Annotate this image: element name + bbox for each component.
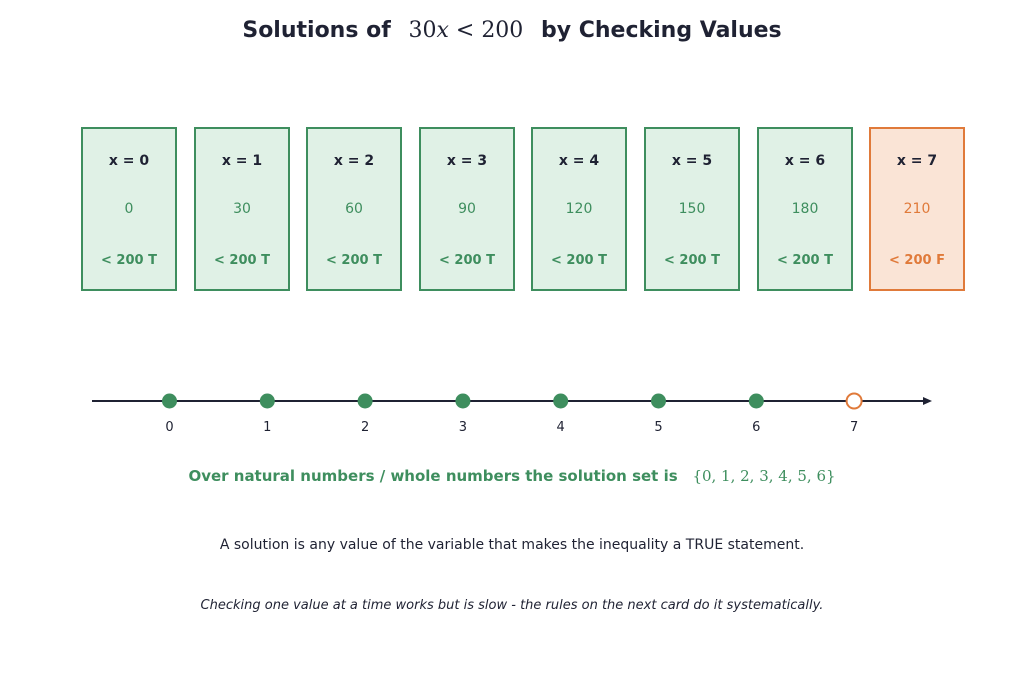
point-label: 0 xyxy=(165,420,174,435)
filled-point xyxy=(358,394,373,409)
point-label: 7 xyxy=(849,420,859,435)
value-card xyxy=(81,127,177,291)
point-label: 2 xyxy=(360,420,370,435)
card-x-label: x = 5 xyxy=(671,153,713,169)
title-suffix: by Checking Values xyxy=(540,18,782,43)
card-check: < 200 T xyxy=(326,253,382,268)
card-value: 60 xyxy=(345,201,363,217)
card-check: < 200 T xyxy=(101,253,157,268)
title-prefix: Solutions of xyxy=(242,18,391,43)
number-line xyxy=(0,380,1024,440)
card-check: < 200 T xyxy=(777,253,833,268)
method-note: Checking one value at a time works but is slow - the rules on the next card do it systematically. xyxy=(200,598,824,613)
card-value: 90 xyxy=(458,201,476,217)
definition-note: A solution is any value of the variable that makes the inequality a TRUE statement. xyxy=(219,537,805,553)
value-card xyxy=(531,127,627,291)
card-value: 180 xyxy=(791,201,819,217)
solution-set: {0, 1, 2, 3, 4, 5, 6} xyxy=(692,467,836,485)
value-cards xyxy=(81,127,966,291)
point-label: 1 xyxy=(263,420,272,435)
filled-point xyxy=(651,394,666,409)
value-card xyxy=(869,127,965,291)
filled-point xyxy=(260,394,275,409)
solution-label: Over natural numbers / whole numbers the solution set is xyxy=(188,467,678,485)
card-value: 30 xyxy=(233,201,251,217)
title-inequality xyxy=(408,18,523,43)
title-var: x xyxy=(436,18,449,43)
filled-point xyxy=(553,394,568,409)
card-check: < 200 T xyxy=(664,253,720,268)
value-card xyxy=(757,127,853,291)
value-card xyxy=(306,127,402,291)
point-label: 4 xyxy=(556,420,565,435)
card-check: < 200 T xyxy=(551,253,607,268)
point-label: 5 xyxy=(654,420,663,435)
filled-point xyxy=(455,394,470,409)
card-x-label: x = 6 xyxy=(784,153,826,169)
point-label: 6 xyxy=(752,420,761,435)
card-check: < 200 T xyxy=(214,253,270,268)
solution-statement xyxy=(0,467,1024,485)
open-point xyxy=(847,394,862,409)
card-check: < 200 T xyxy=(439,253,495,268)
point-label: 3 xyxy=(458,420,468,435)
page-title xyxy=(0,18,1024,43)
card-x-label: x = 0 xyxy=(108,153,150,169)
card-check: < 200 F xyxy=(889,253,945,268)
title-op: < xyxy=(455,18,475,43)
filled-point xyxy=(162,394,177,409)
card-x-label: x = 7 xyxy=(896,153,938,169)
card-value: 120 xyxy=(565,201,593,217)
card-value: 150 xyxy=(678,201,706,217)
card-x-label: x = 2 xyxy=(333,153,375,169)
card-value: 0 xyxy=(124,201,134,217)
value-card xyxy=(194,127,290,291)
arrow-right-icon xyxy=(923,397,932,405)
value-card xyxy=(644,127,740,291)
filled-point xyxy=(749,394,764,409)
card-value: 210 xyxy=(903,201,931,217)
value-card xyxy=(419,127,515,291)
title-rhs: 200 xyxy=(481,18,524,43)
card-x-label: x = 1 xyxy=(221,153,263,169)
title-coef: 30 xyxy=(408,18,437,43)
card-x-label: x = 3 xyxy=(446,153,488,169)
card-x-label: x = 4 xyxy=(558,153,600,169)
